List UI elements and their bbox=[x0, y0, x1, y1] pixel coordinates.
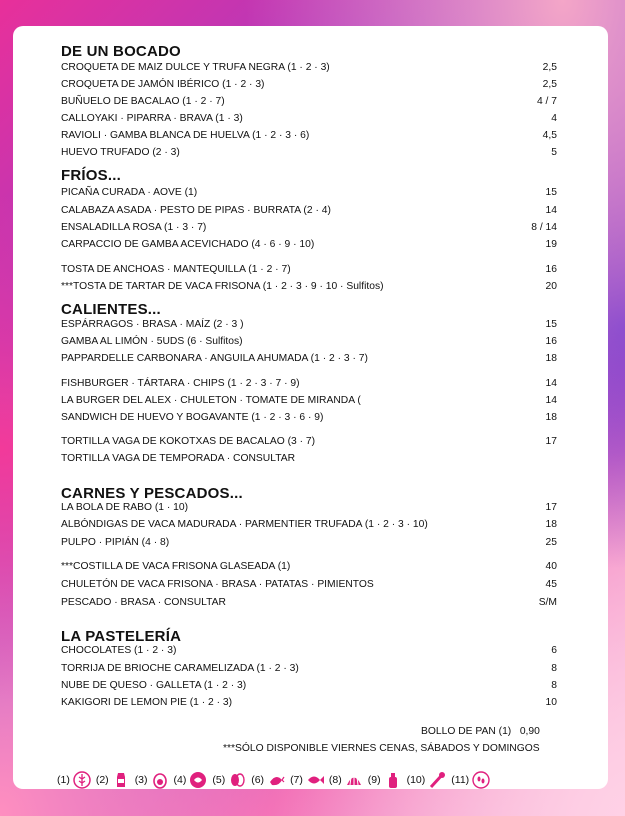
item-name: TORTILLA VAGA DE TEMPORADA · CONSULTAR bbox=[61, 453, 296, 464]
item-name: TOSTA DE ANCHOAS · MANTEQUILLA (1 · 2 · 7) bbox=[61, 264, 291, 275]
menu-item bbox=[61, 279, 557, 295]
item-name: TORRIJA DE BRIOCHE CARAMELIZADA (1 · 2 · 3) bbox=[61, 663, 299, 674]
menu-item bbox=[61, 577, 557, 593]
item-name: CALABAZA ASADA · PESTO DE PIPAS · BURRATA (2 · 4) bbox=[61, 205, 331, 216]
availability-note: ***SÓLO DISPONIBLE VIERNES CENAS, SÁBADOS Y DOMINGOS bbox=[223, 743, 540, 754]
menu-item bbox=[61, 451, 557, 467]
item-name: ***COSTILLA DE VACA FRISONA GLASEADA (1) bbox=[61, 561, 291, 572]
item-name: KAKIGORI DE LEMON PIE (1 · 2 · 3) bbox=[61, 697, 233, 708]
item-price: 25 bbox=[545, 537, 557, 548]
item-price: 2,5 bbox=[542, 79, 557, 90]
mustard-icon bbox=[383, 770, 403, 790]
item-price: 2,5 bbox=[542, 62, 557, 73]
allergen-legend bbox=[57, 769, 537, 791]
menu-item bbox=[61, 595, 557, 611]
item-price: 8 / 14 bbox=[531, 222, 557, 233]
menu-item bbox=[61, 317, 557, 333]
item-name: ESPÁRRAGOS · BRASA · MAÍZ (2 · 3 ) bbox=[61, 319, 244, 330]
egg-icon bbox=[150, 770, 170, 790]
allergen-number: (8) bbox=[328, 774, 342, 786]
menu-item bbox=[61, 351, 557, 367]
item-name: CROQUETA DE MAIZ DULCE Y TRUFA NEGRA (1 · 2 · 3) bbox=[61, 62, 330, 73]
item-price: 5 bbox=[551, 147, 557, 158]
item-price: 45 bbox=[545, 579, 557, 590]
allergen-3 bbox=[135, 770, 170, 790]
item-name: ENSALADILLA ROSA (1 · 3 · 7) bbox=[61, 222, 207, 233]
allergen-number: (2) bbox=[95, 774, 109, 786]
menu-item bbox=[61, 434, 557, 450]
allergen-6 bbox=[251, 770, 286, 790]
menu-item bbox=[61, 94, 557, 110]
fish-icon bbox=[305, 770, 325, 790]
menu-item bbox=[61, 60, 557, 76]
menu-item bbox=[61, 334, 557, 350]
menu-item bbox=[61, 145, 557, 161]
section-title: CALIENTES... bbox=[61, 301, 161, 318]
item-price: 16 bbox=[545, 336, 557, 347]
menu-item bbox=[61, 678, 557, 694]
item-price: 10 bbox=[545, 697, 557, 708]
allergen-5 bbox=[212, 770, 247, 790]
soy-icon bbox=[227, 770, 247, 790]
gluten-icon bbox=[72, 770, 92, 790]
menu-item bbox=[61, 393, 557, 409]
allergen-7 bbox=[290, 770, 325, 790]
item-name: HUEVO TRUFADO (2 · 3) bbox=[61, 147, 180, 158]
allergen-10 bbox=[407, 770, 448, 790]
item-price: 6 bbox=[551, 645, 557, 656]
allergen-number: (1) bbox=[57, 774, 70, 786]
section-carnes-pescados bbox=[61, 485, 561, 608]
item-price: 18 bbox=[545, 519, 557, 530]
allergen-9 bbox=[368, 770, 403, 790]
item-name: FISHBURGER · TÁRTARA · CHIPS (1 · 2 · 3 · 7 · 9) bbox=[61, 378, 300, 389]
item-name: PAPPARDELLE CARBONARA · ANGUILA AHUMADA (1 · 2 · 3 · 7) bbox=[61, 353, 368, 364]
item-name: LA BOLA DE RABO (1 · 10) bbox=[61, 502, 189, 513]
crustacean-icon bbox=[266, 770, 286, 790]
item-price: 17 bbox=[545, 436, 557, 447]
section-calientes bbox=[61, 301, 561, 464]
section-title: FRÍOS... bbox=[61, 167, 121, 184]
menu-item bbox=[61, 410, 557, 426]
item-name: LA BURGER DEL ALEX · CHULETON · TOMATE DE MIRANDA ( bbox=[61, 395, 361, 406]
item-price: 4,5 bbox=[542, 130, 557, 141]
section-title: CARNES Y PESCADOS... bbox=[61, 485, 243, 502]
celery-icon bbox=[427, 770, 447, 790]
item-name: BUÑUELO DE BACALAO (1 · 2 · 7) bbox=[61, 96, 225, 107]
allergen-11 bbox=[451, 770, 491, 790]
item-name: CARPACCIO DE GAMBA ACEVICHADO (4 · 6 · 9 · 10) bbox=[61, 239, 315, 250]
menu-item bbox=[61, 695, 557, 711]
menu-item bbox=[61, 643, 557, 659]
item-price: 15 bbox=[545, 187, 557, 198]
menu-item bbox=[61, 500, 557, 516]
menu-item bbox=[61, 262, 557, 278]
item-name: ALBÓNDIGAS DE VACA MADURADA · PARMENTIER TRUFADA (1 · 2 · 3 · 10) bbox=[61, 519, 428, 530]
item-price: 15 bbox=[545, 319, 557, 330]
allergen-4 bbox=[174, 770, 209, 790]
menu-item bbox=[61, 77, 557, 93]
item-name: PULPO · PIPIÁN (4 · 8) bbox=[61, 537, 170, 548]
allergen-number: (7) bbox=[290, 774, 303, 786]
item-name: TORTILLA VAGA DE KOKOTXAS DE BACALAO (3 · 7) bbox=[61, 436, 316, 447]
item-name: PESCADO · BRASA · CONSULTAR bbox=[61, 597, 226, 608]
menu-item bbox=[61, 661, 557, 677]
item-name: SANDWICH DE HUEVO Y BOGAVANTE (1 · 2 · 3 · 6 · 9) bbox=[61, 412, 324, 423]
item-price: 4 / 7 bbox=[536, 96, 557, 107]
item-price: S/M bbox=[538, 597, 557, 608]
allergen-number: (6) bbox=[251, 774, 265, 786]
mollusc-icon bbox=[344, 770, 364, 790]
allergen-number: (4) bbox=[173, 774, 187, 786]
menu-item bbox=[61, 185, 557, 201]
nuts-icon bbox=[188, 770, 208, 790]
allergen-number: (3) bbox=[134, 774, 148, 786]
item-name: PICAÑA CURADA · AOVE (1) bbox=[61, 187, 198, 198]
item-name: GAMBA AL LIMÓN · 5UDS (6 · Sulfitos) bbox=[61, 336, 243, 347]
allergen-number: (11) bbox=[451, 774, 470, 786]
item-name: CALLOYAKI · PIPARRA · BRAVA (1 · 3) bbox=[61, 113, 243, 124]
item-price: 8 bbox=[551, 663, 557, 674]
item-price: 14 bbox=[545, 205, 557, 216]
item-price: 17 bbox=[545, 502, 557, 513]
item-price: 16 bbox=[545, 264, 557, 275]
item-price: 20 bbox=[545, 281, 557, 292]
section-de-un-bocado bbox=[61, 43, 561, 158]
menu-item bbox=[61, 376, 557, 392]
item-price: 18 bbox=[545, 353, 557, 364]
item-price: 19 bbox=[545, 239, 557, 250]
bread-label: BOLLO DE PAN (1) bbox=[421, 726, 512, 737]
menu-item bbox=[61, 220, 557, 236]
section-title: LA PASTELERÍA bbox=[61, 628, 182, 645]
menu-item bbox=[61, 128, 557, 144]
item-name: ***TOSTA DE TARTAR DE VACA FRISONA (1 · 2 · 3 · 9 · 10 · Sulfitos) bbox=[61, 281, 384, 292]
item-price: 8 bbox=[551, 680, 557, 691]
bread-line bbox=[421, 725, 540, 739]
menu-item bbox=[61, 237, 557, 253]
menu-item bbox=[61, 203, 557, 219]
item-price: 40 bbox=[545, 561, 557, 572]
item-price: 4 bbox=[551, 113, 557, 124]
item-price: 18 bbox=[545, 412, 557, 423]
menu-sheet bbox=[13, 26, 608, 789]
item-name: CROQUETA DE JAMÓN IBÉRICO (1 · 2 · 3) bbox=[61, 79, 265, 90]
item-name: RAVIOLI · GAMBA BLANCA DE HUELVA (1 · 2 · 3 · 6) bbox=[61, 130, 310, 141]
section-frios bbox=[61, 167, 561, 292]
allergen-number: (9) bbox=[367, 774, 381, 786]
item-name: NUBE DE QUESO · GALLETA (1 · 2 · 3) bbox=[61, 680, 247, 691]
menu-item bbox=[61, 517, 557, 533]
item-price: 14 bbox=[545, 395, 557, 406]
allergen-1 bbox=[57, 770, 92, 790]
item-price: 14 bbox=[545, 378, 557, 389]
sesame-icon bbox=[471, 770, 491, 790]
bread-price: 0,90 bbox=[519, 726, 540, 737]
menu-item bbox=[61, 111, 557, 127]
allergen-2 bbox=[96, 770, 131, 790]
section-pasteleria bbox=[61, 628, 561, 708]
milk-icon bbox=[111, 770, 131, 790]
menu-item bbox=[61, 535, 557, 551]
item-name: CHOCOLATES (1 · 2 · 3) bbox=[61, 645, 177, 656]
allergen-number: (10) bbox=[406, 774, 426, 786]
allergen-8 bbox=[329, 770, 364, 790]
menu-item bbox=[61, 559, 557, 575]
section-title: DE UN BOCADO bbox=[61, 43, 181, 60]
allergen-number: (5) bbox=[212, 774, 226, 786]
item-name: CHULETÓN DE VACA FRISONA · BRASA · PATATAS · PIMIENTOS bbox=[61, 579, 374, 590]
